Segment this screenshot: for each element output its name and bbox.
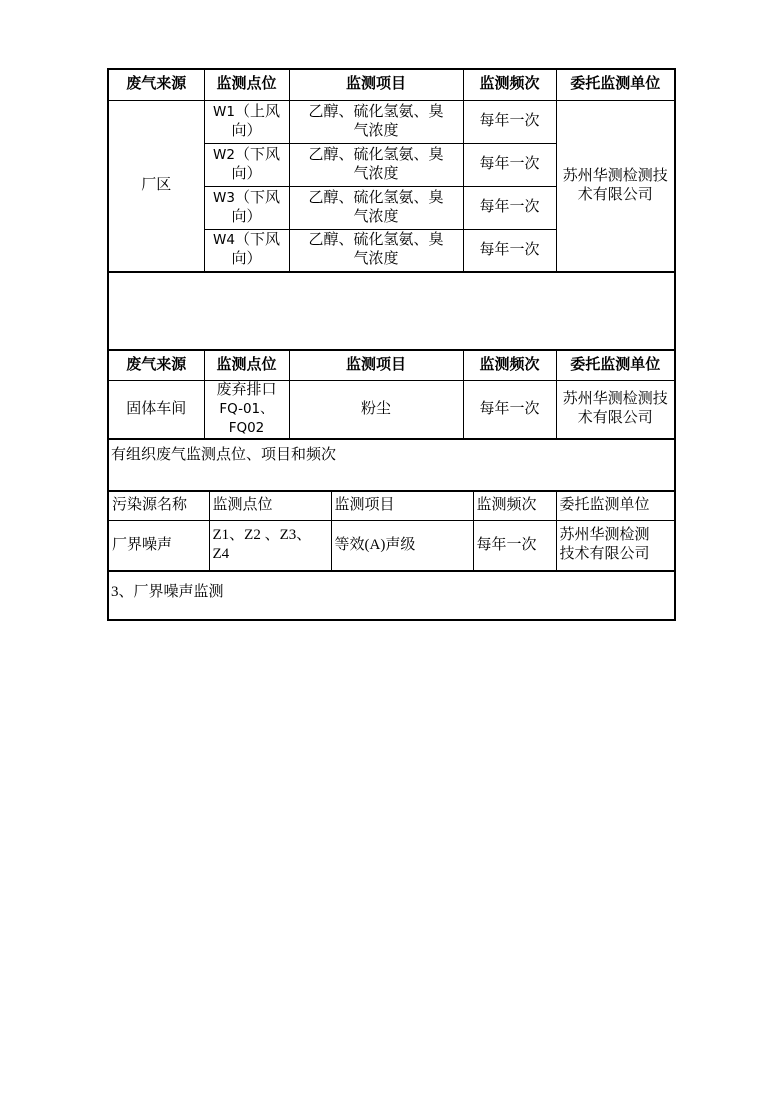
header-monitor-agency: 委托监测单位 <box>556 70 674 100</box>
point-code: W4 <box>213 232 235 249</box>
table-header-row <box>109 350 674 380</box>
header-gas-source: 废气来源 <box>109 350 204 380</box>
header-monitor-point: 监测点位 <box>209 491 331 521</box>
header-gas-source: 废气来源 <box>109 70 204 100</box>
agency-line: 苏州华测检测技 <box>562 167 668 184</box>
header-monitor-frequency: 监测频次 <box>473 491 556 521</box>
boundary-noise-monitoring-table <box>109 490 674 572</box>
monitor-items-cell <box>289 186 463 229</box>
agency-cell <box>556 521 674 571</box>
point-line: 废弃排口 <box>216 381 277 398</box>
gas-source-cell: 固体车间 <box>109 380 204 439</box>
empty-row <box>109 273 674 349</box>
frequency-cell: 每年一次 <box>463 380 556 439</box>
point-direction: （上风向） <box>231 103 280 139</box>
items-line: 气浓度 <box>353 165 399 182</box>
monitor-items-cell <box>289 143 463 186</box>
monitor-items-cell: 等效(A)声级 <box>331 521 473 571</box>
items-line: 气浓度 <box>353 251 399 268</box>
point-code: W3 <box>213 189 235 206</box>
pollution-source-cell: 厂界噪声 <box>109 521 209 571</box>
monitor-point-cell <box>204 143 289 186</box>
header-monitor-point: 监测点位 <box>204 350 289 380</box>
header-monitor-item: 监测项目 <box>331 491 473 521</box>
header-monitor-point: 监测点位 <box>204 70 289 100</box>
note-boundary-noise: 3、厂界噪声监测 <box>111 583 224 600</box>
content-frame <box>107 68 676 621</box>
table-header-row <box>109 491 674 521</box>
agency-cell <box>556 380 674 439</box>
frequency-cell: 每年一次 <box>463 100 556 143</box>
point-direction: （下风向） <box>231 146 280 182</box>
header-monitor-frequency: 监测频次 <box>463 70 556 100</box>
header-monitor-frequency: 监测频次 <box>463 350 556 380</box>
point-code: W1 <box>213 103 235 120</box>
header-monitor-agency: 委托监测单位 <box>556 350 674 380</box>
header-monitor-agency: 委托监测单位 <box>556 491 674 521</box>
monitor-point-cell <box>204 186 289 229</box>
agency-line: 术有限公司 <box>577 410 653 426</box>
monitor-point-cell: Z1、Z2 、Z3、Z4 <box>209 521 331 571</box>
agency-cell <box>556 100 674 272</box>
monitor-items-cell <box>289 100 463 143</box>
table-row <box>109 521 674 571</box>
table-row <box>109 380 674 439</box>
table-row <box>109 100 674 143</box>
frequency-cell: 每年一次 <box>463 143 556 186</box>
table-header-row <box>109 70 674 100</box>
waste-gas-area-monitoring-table <box>109 70 674 273</box>
monitor-items-cell: 粉尘 <box>289 380 463 439</box>
items-line: 乙醇、硫化氢氨、臭 <box>308 103 444 120</box>
frequency-cell: 每年一次 <box>463 229 556 272</box>
frequency-cell: 每年一次 <box>473 521 556 571</box>
header-monitor-item: 监测项目 <box>289 70 463 100</box>
items-line: 乙醇、硫化氢氨、臭 <box>308 146 444 163</box>
frequency-cell: 每年一次 <box>463 186 556 229</box>
point-direction: （下风向） <box>231 189 280 225</box>
header-pollution-source: 污染源名称 <box>109 491 209 521</box>
agency-line: 术有限公司 <box>577 186 653 203</box>
items-line: 乙醇、硫化氢氨、臭 <box>308 189 444 206</box>
waste-gas-outlet-monitoring-table <box>109 349 674 440</box>
header-monitor-item: 监测项目 <box>289 350 463 380</box>
agency-line: 苏州华测检测技 <box>562 391 668 407</box>
items-line: 气浓度 <box>353 122 399 139</box>
gas-source-cell: 厂区 <box>109 100 204 272</box>
monitor-items-cell <box>289 229 463 272</box>
monitor-point-cell <box>204 380 289 439</box>
point-code: W2 <box>213 146 235 163</box>
monitor-point-cell <box>204 229 289 272</box>
note-organized-gas: 有组织废气监测点位、项目和频次 <box>111 446 337 463</box>
items-line: 气浓度 <box>353 208 399 225</box>
point-codes: FQ-01、FQ02 <box>219 400 274 436</box>
items-line: 乙醇、硫化氢氨、臭 <box>308 232 444 249</box>
monitor-point-cell <box>204 100 289 143</box>
agency-line: 苏州华测检测 <box>559 527 650 544</box>
point-direction: （下风向） <box>231 232 280 268</box>
agency-line: 技术有限公司 <box>559 546 650 563</box>
